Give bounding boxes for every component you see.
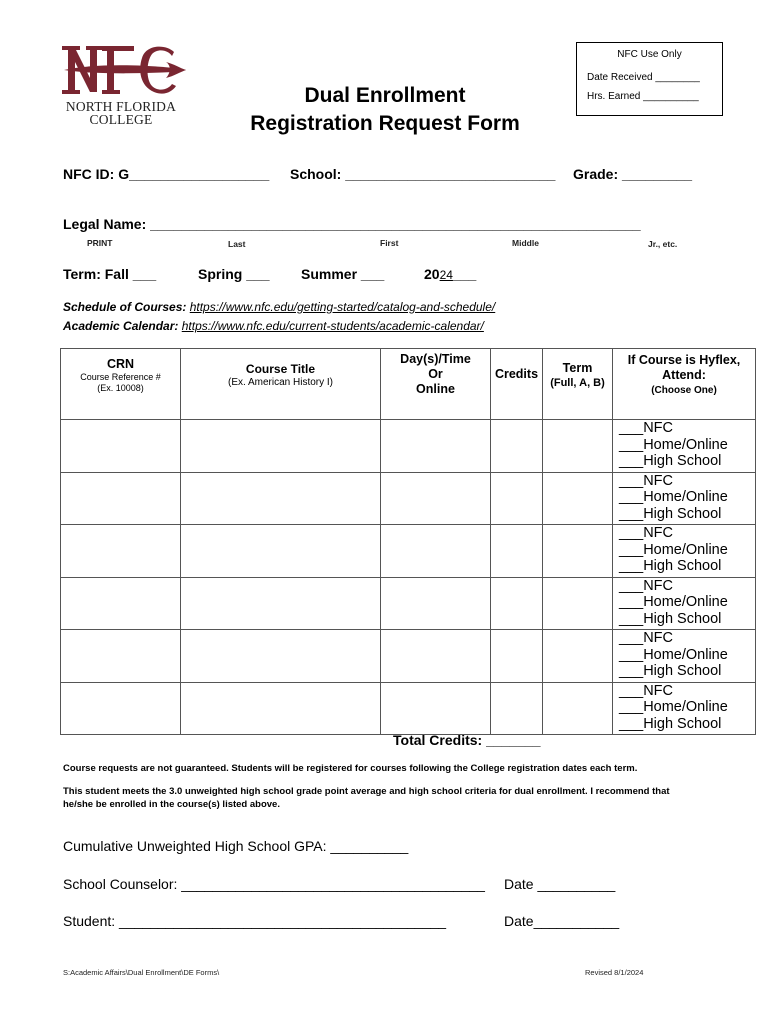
hyflex-option-home-online[interactable]: ___Home/Online <box>619 541 728 558</box>
hyflex-options-cell <box>613 472 756 525</box>
term-cell[interactable] <box>543 682 613 735</box>
days-cell[interactable] <box>381 472 491 525</box>
course-title-cell[interactable] <box>181 472 381 525</box>
days-header-line3: Online <box>416 382 455 396</box>
hyflex-option-high-school[interactable]: ___High School <box>619 610 722 627</box>
days-header-line2: Or <box>428 367 443 381</box>
counselor-signature-field[interactable]: School Counselor: _______________________________________ <box>63 876 485 892</box>
hyflex-header-line3: (Choose One) <box>651 385 717 396</box>
crn-cell[interactable] <box>61 525 181 578</box>
credits-cell[interactable] <box>491 630 543 683</box>
calendar-link[interactable]: https://www.nfc.edu/current-students/academic-calendar/ <box>181 319 484 333</box>
course-title-cell[interactable] <box>181 420 381 473</box>
term-cell[interactable] <box>543 472 613 525</box>
hyflex-header-line2: Attend: <box>662 368 706 382</box>
course-table-header <box>61 349 756 420</box>
college-name-line2: COLLEGE <box>89 112 153 127</box>
course-title-header-sub: (Ex. American History I) <box>227 377 334 388</box>
hyflex-option-high-school[interactable]: ___High School <box>619 453 722 469</box>
hyflex-option-home-online[interactable]: ___Home/Online <box>619 489 728 505</box>
days-cell[interactable] <box>381 577 491 630</box>
hyflex-option-home-online[interactable]: ___Home/Online <box>619 436 728 453</box>
hyflex-header-line1: If Course is Hyflex, <box>627 353 741 367</box>
guarantee-note: Course requests are not guaranteed. Students will be registered for courses following the College registration dates each term. <box>63 763 638 774</box>
course-title-cell[interactable] <box>181 630 381 683</box>
legal-name-first-label: First <box>380 238 399 248</box>
legal-name-print-label: PRINT <box>87 238 113 248</box>
term-fall-field[interactable]: Term: Fall ___ <box>63 266 157 282</box>
school-field[interactable]: School: ___________________________ <box>290 166 556 182</box>
course-title-cell[interactable] <box>181 682 381 735</box>
hyflex-option-high-school[interactable]: ___High School <box>619 558 722 574</box>
course-row <box>61 630 756 683</box>
term-year-underline: ___ <box>452 266 477 282</box>
hyflex-option-high-school[interactable]: ___High School <box>619 505 722 522</box>
links-block: Schedule of Courses: https://www.nfc.edu/getting-started/catalog-and-schedule/ Academic Calendar: https://www.nfc.edu/current-students/academic-calendar/ <box>63 300 496 333</box>
crn-cell[interactable] <box>61 472 181 525</box>
office-use-heading: NFC Use Only <box>617 49 682 60</box>
recommendation-note <box>63 785 670 811</box>
hyflex-options-cell <box>613 525 756 578</box>
course-table <box>60 348 756 735</box>
term-spring-field[interactable]: Spring ___ <box>198 266 270 282</box>
calendar-label: Academic Calendar <box>63 319 175 333</box>
hyflex-option-home-online[interactable]: ___Home/Online <box>619 646 728 663</box>
course-row <box>61 682 756 735</box>
course-row <box>61 420 756 473</box>
hyflex-options-cell <box>613 577 756 630</box>
term-header <box>543 349 613 420</box>
course-row <box>61 577 756 630</box>
course-title-header-label: Course Title <box>245 362 316 376</box>
hyflex-options-cell <box>613 630 756 683</box>
form-title-line2: Registration Request Form <box>250 112 520 135</box>
credits-header-label: Credits <box>494 367 539 381</box>
crn-cell[interactable] <box>61 420 181 473</box>
grade-field[interactable]: Grade: _________ <box>573 166 693 182</box>
recommendation-line1: This student meets the 3.0 unweighted high school grade point average and high school criteria for dual enrollment. I recommend that <box>63 786 670 797</box>
hyflex-option-nfc[interactable]: ___NFC <box>619 577 673 594</box>
total-credits-field[interactable]: Total Credits: _______ <box>393 732 541 748</box>
days-header <box>381 349 491 420</box>
form-title-line1: Dual Enrollment <box>304 84 466 107</box>
term-cell[interactable] <box>543 420 613 473</box>
term-summer-field[interactable]: Summer ___ <box>301 266 385 282</box>
hyflex-option-high-school[interactable]: ___High School <box>619 715 722 732</box>
crn-cell[interactable] <box>61 577 181 630</box>
form-title <box>220 82 550 138</box>
crn-cell[interactable] <box>61 682 181 735</box>
days-cell[interactable] <box>381 682 491 735</box>
hyflex-header <box>613 349 756 420</box>
credits-cell[interactable] <box>491 420 543 473</box>
counselor-date-field[interactable]: Date __________ <box>504 876 616 892</box>
credits-header <box>491 349 543 420</box>
crn-header-label: CRN <box>106 357 135 371</box>
term-year-value: 24 <box>439 268 453 282</box>
office-use-box <box>576 42 723 116</box>
credits-cell[interactable] <box>491 577 543 630</box>
footer-revised: Revised 8/1/2024 <box>585 968 644 977</box>
hyflex-options-cell <box>613 682 756 735</box>
hyflex-option-nfc[interactable]: ___NFC <box>619 420 673 436</box>
credits-cell[interactable] <box>491 472 543 525</box>
days-cell[interactable] <box>381 420 491 473</box>
recommendation-line2: he/she be enrolled in the course(s) listed above. <box>63 799 280 810</box>
crn-header-sub2: (Ex. 10008) <box>97 383 144 393</box>
term-header-line1: Term <box>562 361 593 375</box>
course-row <box>61 472 756 525</box>
course-row <box>61 525 756 578</box>
course-title-header <box>181 349 381 420</box>
hyflex-option-high-school[interactable]: ___High School <box>619 663 722 679</box>
hyflex-option-home-online[interactable]: ___Home/Online <box>619 594 728 610</box>
nfc-id-field[interactable]: NFC ID: G__________________ <box>63 166 270 182</box>
hyflex-option-home-online[interactable]: ___Home/Online <box>619 699 728 715</box>
hyflex-option-nfc[interactable]: ___NFC <box>619 525 673 541</box>
gpa-field[interactable]: Cumulative Unweighted High School GPA: __________ <box>63 838 409 854</box>
days-cell[interactable] <box>381 630 491 683</box>
hyflex-option-nfc[interactable]: ___NFC <box>619 630 673 646</box>
legal-name-last-label: Last <box>228 239 246 249</box>
college-name-line1: NORTH FLORIDA <box>65 99 177 114</box>
term-header-line2: (Full, A, B) <box>550 377 605 389</box>
course-title-cell[interactable] <box>181 577 381 630</box>
hyflex-option-nfc[interactable]: ___NFC <box>619 682 673 699</box>
footer-path: S:Academic Affairs\Dual Enrollment\DE Forms\ <box>63 968 220 977</box>
course-title-cell[interactable] <box>181 525 381 578</box>
term-year-prefix: 20 <box>424 266 440 282</box>
term-cell[interactable] <box>543 525 613 578</box>
hyflex-option-nfc[interactable]: ___NFC <box>619 472 673 489</box>
term-cell[interactable] <box>543 630 613 683</box>
legal-name-suffix-label: Jr., etc. <box>648 239 678 249</box>
legal-name-field[interactable]: Legal Name: _______________________________________________________________ <box>63 216 641 232</box>
schedule-link[interactable]: https://www.nfc.edu/getting-started/catalog-and-schedule/ <box>189 300 496 314</box>
college-name <box>62 100 180 126</box>
student-signature-field[interactable]: Student: __________________________________________ <box>63 913 447 929</box>
term-year-field[interactable] <box>424 266 476 282</box>
schedule-label: Schedule of Courses <box>63 300 183 314</box>
legal-name-middle-label: Middle <box>512 238 539 248</box>
term-cell[interactable] <box>543 577 613 630</box>
nfc-logo <box>62 40 188 98</box>
crn-header <box>61 349 181 420</box>
student-date-field[interactable]: Date___________ <box>504 913 620 929</box>
crn-cell[interactable] <box>61 630 181 683</box>
credits-cell[interactable] <box>491 525 543 578</box>
hyflex-options-cell <box>613 420 756 473</box>
credits-cell[interactable] <box>491 682 543 735</box>
date-received-field[interactable]: Date Received ________ <box>587 72 700 83</box>
days-header-line1: Day(s)/Time <box>400 352 471 366</box>
crn-header-sub1: Course Reference # <box>80 372 161 382</box>
days-cell[interactable] <box>381 525 491 578</box>
hours-earned-field[interactable]: Hrs. Earned __________ <box>587 91 699 102</box>
